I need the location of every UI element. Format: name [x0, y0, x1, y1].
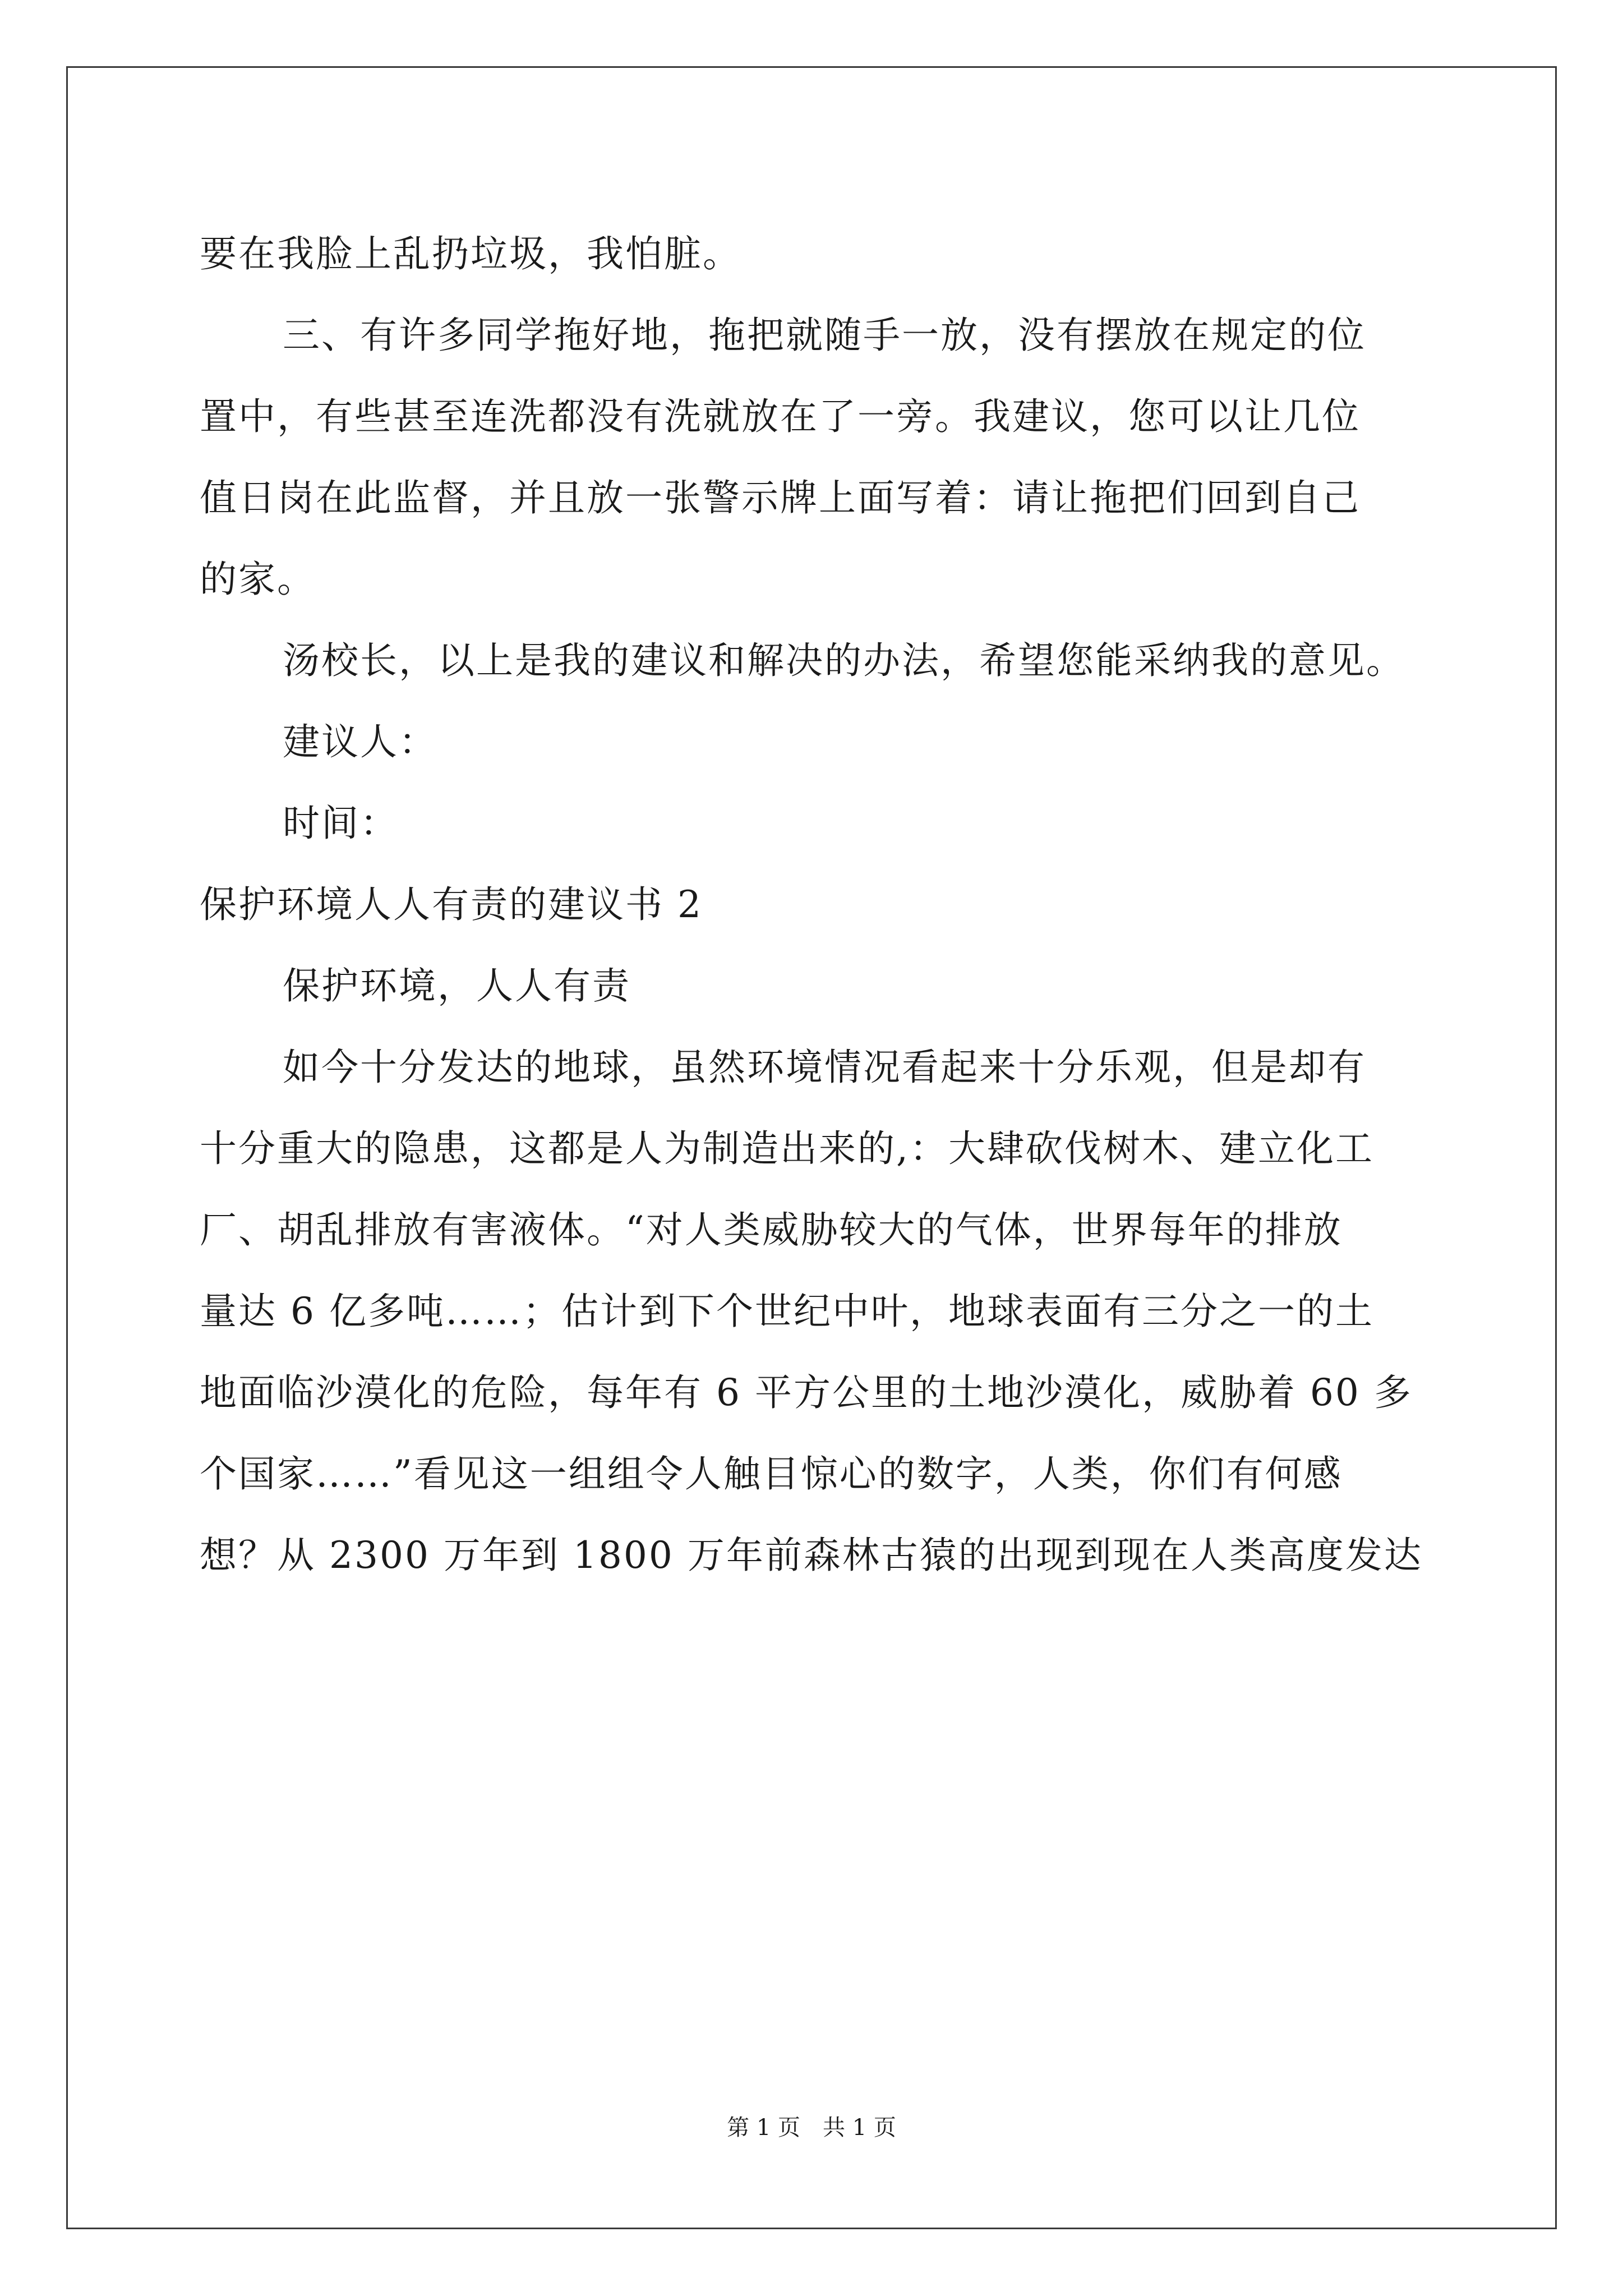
date-label: 时间： [283, 802, 399, 845]
text-line: 的家。 [200, 558, 316, 601]
text-line: 值日岗在此监督，并且放一张警示牌上面写着：请让拖把们回到自己 [200, 476, 1361, 519]
signature-label: 建议人： [283, 720, 437, 763]
text-line: 要在我脸上乱扔垃圾，我怕脏。 [200, 232, 741, 275]
document-body [200, 213, 1433, 1596]
text-line: 如今十分发达的地球，虽然环境情况看起来十分乐观，但是却有 [283, 1046, 1366, 1089]
page-number: 第 1 页 共 1 页 [727, 2115, 896, 2141]
text-line: 厂、胡乱排放有害液体。“对人类威胁较大的气体，世界每年的排放 [200, 1208, 1343, 1251]
text-line: 十分重大的隐患，这都是人为制造出来的,：大肆砍伐树木、建立化工 [200, 1127, 1374, 1170]
section-subtitle: 保护环境，人人有责 [283, 964, 631, 1007]
text-line: 地面临沙漠化的危险，每年有 6 平方公里的土地沙漠化，威胁着 60 多 [200, 1371, 1413, 1414]
text-line: 个国家……”看见这一组组令人触目惊心的数字，人类，你们有何感 [200, 1452, 1343, 1496]
section-heading: 保护环境人人有责的建议书 2 [200, 883, 703, 926]
text-line: 想？从 2300 万年到 1800 万年前森林古猿的出现到现在人类高度发达 [200, 1534, 1423, 1577]
text-line: 量达 6 亿多吨……；估计到下个世纪中叶，地球表面有三分之一的土 [200, 1290, 1374, 1333]
text-line: 置中，有些甚至连洗都没有洗就放在了一旁。我建议，您可以让几位 [200, 395, 1361, 438]
text-line: 三、有许多同学拖好地，拖把就随手一放，没有摆放在规定的位 [283, 314, 1366, 357]
text-line: 汤校长，以上是我的建议和解决的办法，希望您能采纳我的意见。 [283, 639, 1405, 682]
